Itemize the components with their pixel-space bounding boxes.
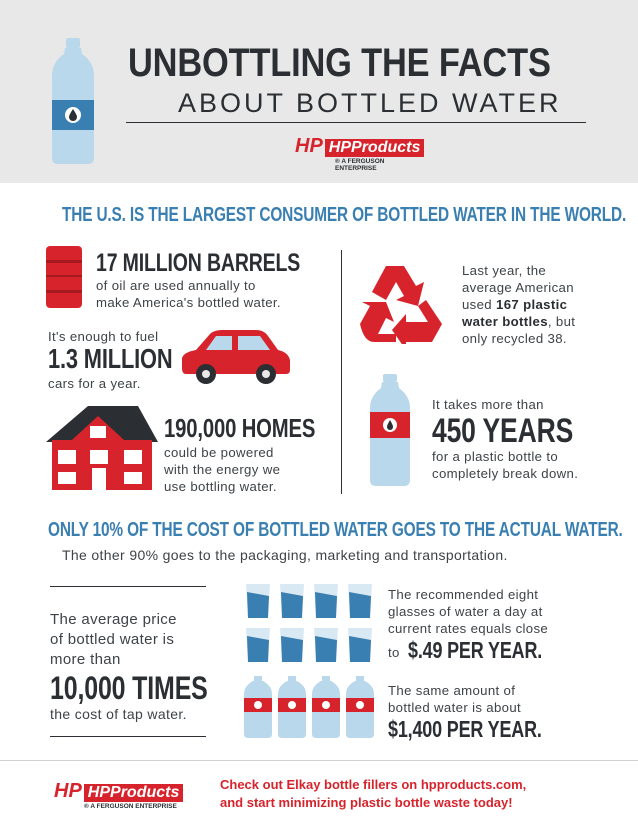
section1-heading: THE U.S. IS THE LARGEST CONSUMER OF BOTTLED WATER IN THE WORLD. [62, 204, 627, 226]
price-top-rule [50, 586, 206, 587]
hp-products-logo: HP HPProducts ® A FERGUSON ENTERPRISE [295, 135, 425, 169]
bottled-text-1: The same amount of [388, 683, 516, 698]
barrels-text-1: of oil are used annually to [96, 278, 256, 293]
years-pre-text: It takes more than [432, 397, 544, 412]
recycle-text-5: only recycled 38. [462, 331, 567, 346]
section2-heading: ONLY 10% OF THE COST OF BOTTLED WATER GOES TO THE ACTUAL WATER. [48, 519, 623, 541]
header-divider [126, 122, 586, 123]
years-text-2: completely break down. [432, 466, 579, 481]
cars-post-text: cars for a year. [48, 376, 141, 391]
footer-divider [0, 760, 638, 761]
footer-cta-2: and start minimizing plastic bottle waste today! [220, 795, 513, 810]
page-title: UNBOTTLING THE FACTS [128, 41, 551, 85]
homes-text-2: with the energy we [164, 462, 281, 477]
footer-cta-1: Check out Elkay bottle fillers on hpproducts.com, [220, 777, 527, 792]
glasses-text-2: glasses of water a day at [388, 604, 543, 619]
house-icon [42, 402, 162, 492]
recycle-text-4: water bottles, but [462, 314, 576, 329]
glasses-to-text: to [388, 645, 400, 660]
cars-pre-text: It's enough to fuel [48, 329, 159, 344]
recycle-text-2: average American [462, 280, 574, 295]
homes-text-3: use bottling water. [164, 479, 277, 494]
price-post-text: the cost of tap water. [50, 706, 187, 722]
barrels-text-2: make America's bottled water. [96, 295, 281, 310]
recycle-text-1: Last year, the [462, 263, 547, 278]
barrels-stat: 17 MILLION BARRELS [96, 249, 301, 277]
water-glasses-grid [242, 584, 376, 664]
page-subtitle: ABOUT BOTTLED WATER [178, 88, 562, 118]
glasses-text-3: current rates equals close [388, 621, 549, 636]
homes-stat: 190,000 HOMES [164, 413, 316, 443]
glasses-text-1: The recommended eight [388, 587, 539, 602]
car-icon [176, 328, 294, 388]
price-text-3: more than [50, 651, 121, 668]
section2-subheading: The other 90% goes to the packaging, marketing and transportation. [62, 547, 508, 563]
cars-stat: 1.3 MILLION [48, 343, 173, 374]
price-text-1: The average price [50, 611, 177, 628]
water-bottles-row [242, 676, 376, 738]
bottled-text-2: bottled water is about [388, 700, 522, 715]
years-text-1: for a plastic bottle to [432, 449, 559, 464]
homes-text-1: could be powered [164, 445, 274, 460]
recycle-text-3: used 167 plastic [462, 297, 568, 312]
price-stat: 10,000 TIMES [50, 670, 208, 706]
years-stat: 450 YEARS [432, 412, 574, 450]
price-text-2: of bottled water is [50, 631, 175, 648]
bottled-stat: $1,400 PER YEAR. [388, 716, 542, 742]
oil-barrel-icon [44, 244, 84, 310]
section1-divider [341, 250, 342, 494]
price-bottom-rule [50, 736, 206, 737]
water-bottle-icon [48, 36, 98, 166]
water-bottle-icon [368, 372, 412, 488]
hp-products-logo: HP HPProducts ® A FERGUSON ENTERPRISE [54, 780, 194, 814]
recycle-icon [356, 262, 446, 344]
glasses-stat: $.49 PER YEAR. [408, 637, 543, 663]
